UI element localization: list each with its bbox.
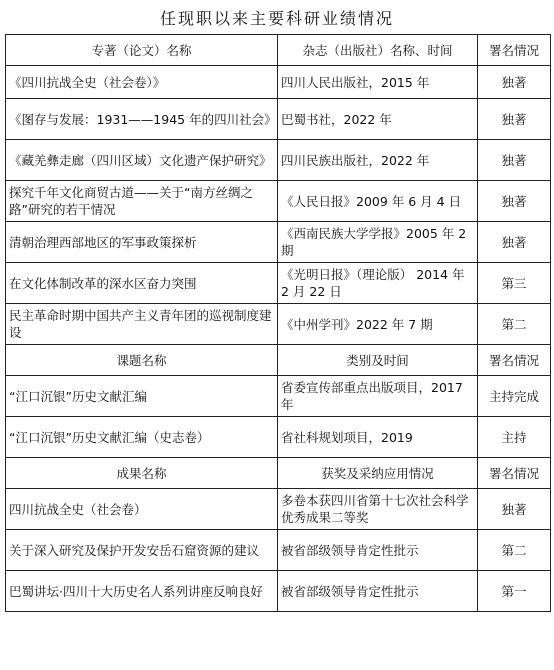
table-row — [6, 140, 551, 181]
project-sign: 主持完成 — [478, 376, 551, 417]
result-name: 巴蜀讲坛·四川十大历史名人系列讲座反响良好 — [6, 571, 278, 612]
projects-header-name: 课题名称 — [6, 345, 278, 376]
page-title: 任现职以来主要科研业绩情况 — [159, 9, 394, 28]
paper-pub: 《人民日报》2009 年 6 月 4 日 — [278, 181, 478, 222]
project-sign: 主持 — [478, 417, 551, 458]
paper-name: 探究千年文化商贸古道——关于“南方丝绸之路”研究的若干情况 — [6, 181, 278, 222]
paper-pub: 四川民族出版社，2022 年 — [278, 140, 478, 181]
papers-header-pub: 杂志（出版社）名称、时间 — [278, 35, 478, 66]
table-row — [6, 222, 551, 263]
result-award: 多卷本获四川省第十七次社会科学优秀成果二等奖 — [278, 489, 478, 530]
table-row — [6, 304, 551, 345]
project-type: 省社科规划项目，2019 — [278, 417, 478, 458]
result-sign: 第二 — [478, 530, 551, 571]
paper-sign: 独著 — [478, 66, 551, 99]
results-header-row — [6, 458, 551, 489]
paper-sign: 第三 — [478, 263, 551, 304]
result-name: 四川抗战全史（社会卷） — [6, 489, 278, 530]
paper-name: 在文化体制改革的深水区奋力突围 — [6, 263, 278, 304]
table-row — [6, 99, 551, 140]
paper-sign: 第二 — [478, 304, 551, 345]
results-header-name: 成果名称 — [6, 458, 278, 489]
result-award: 被省部级领导肯定性批示 — [278, 530, 478, 571]
paper-pub: 《西南民族大学学报》2005 年 2 期 — [278, 222, 478, 263]
paper-name: 《藏羌彝走廊（四川区域）文化遗产保护研究》 — [6, 140, 278, 181]
paper-sign: 独著 — [478, 222, 551, 263]
papers-header-row — [6, 35, 551, 66]
projects-header-row — [6, 345, 551, 376]
paper-name: 《图存与发展：1931——1945 年的四川社会》 — [6, 99, 278, 140]
projects-header-type: 类别及时间 — [278, 345, 478, 376]
table-row — [6, 181, 551, 222]
table-row — [6, 489, 551, 530]
paper-sign: 独著 — [478, 140, 551, 181]
projects-header-sign: 署名情况 — [478, 345, 551, 376]
papers-header-name: 专著（论文）名称 — [6, 35, 278, 66]
table-row — [6, 571, 551, 612]
results-header-sign: 署名情况 — [478, 458, 551, 489]
result-name: 关于深入研究及保护开发安岳石窟资源的建议 — [6, 530, 278, 571]
papers-header-sign: 署名情况 — [478, 35, 551, 66]
paper-sign: 独著 — [478, 99, 551, 140]
paper-name: 民主革命时期中国共产主义青年团的巡视制度建设 — [6, 304, 278, 345]
paper-name: 清朝治理西部地区的军事政策探析 — [6, 222, 278, 263]
project-name: “江口沉银”历史文献汇编 — [6, 376, 278, 417]
table-row — [6, 417, 551, 458]
table-row — [6, 263, 551, 304]
paper-sign: 独著 — [478, 181, 551, 222]
table-row — [6, 376, 551, 417]
result-award: 被省部级领导肯定性批示 — [278, 571, 478, 612]
project-type: 省委宣传部重点出版项目，2017 年 — [278, 376, 478, 417]
result-sign: 第一 — [478, 571, 551, 612]
table-row — [6, 530, 551, 571]
project-name: “江口沉银”历史文献汇编（史志卷） — [6, 417, 278, 458]
paper-pub: 巴蜀书社，2022 年 — [278, 99, 478, 140]
table-row — [6, 66, 551, 99]
paper-pub: 《光明日报》（理论版） 2014 年 2 月 22 日 — [278, 263, 478, 304]
paper-pub: 四川人民出版社，2015 年 — [278, 66, 478, 99]
paper-name: 《四川抗战全史（社会卷）》 — [6, 66, 278, 99]
paper-pub: 《中州学刊》2022 年 7 期 — [278, 304, 478, 345]
research-table — [5, 34, 551, 612]
results-header-award: 获奖及采纳应用情况 — [278, 458, 478, 489]
result-sign: 独著 — [478, 489, 551, 530]
